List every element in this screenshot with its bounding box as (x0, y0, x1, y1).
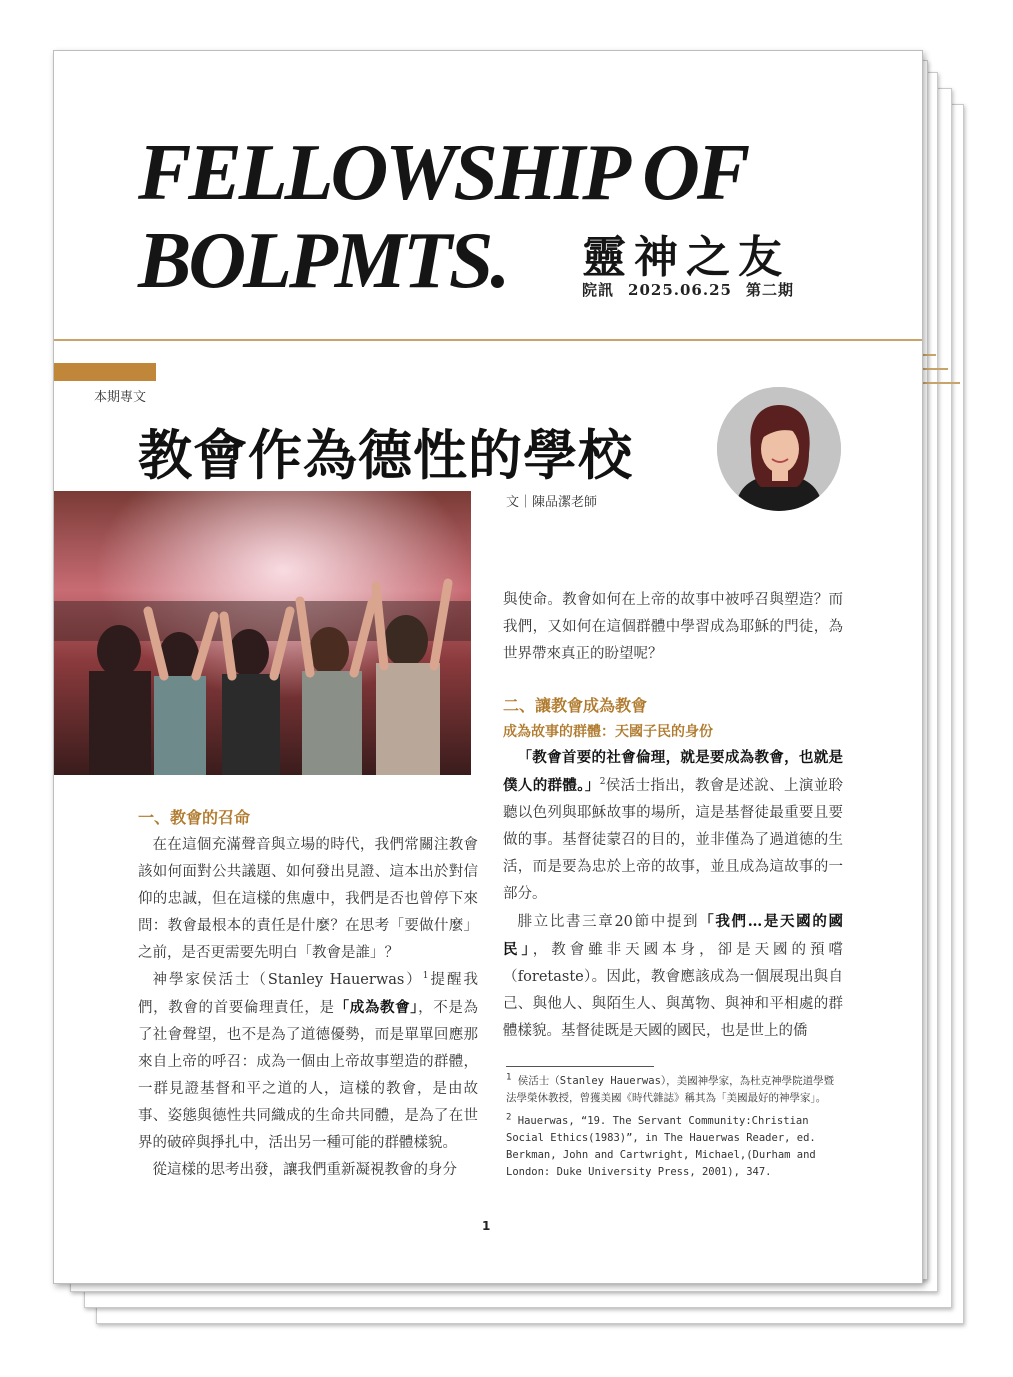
masthead-line-2: BOLPMTS. (138, 217, 508, 305)
section-1-paragraph-1: 在在這個充滿聲音與立場的時代，我們常關注教會該如何面對公共議題、如何發出見證、這本出於對信仰的忠誠，但在這樣的焦慮中，我們是否也曾停下來問：教會最根本的責任是什麼？在思考「要做什麼」之前，是否更需要先明白「教會是誰」？ (138, 837, 478, 961)
footnote-ref-1: 1 (422, 971, 429, 982)
paragraph-text: 腓立比書三章20節中提到 (517, 914, 700, 930)
footnotes (506, 1073, 843, 1187)
section-2-paragraph-2 (503, 908, 843, 1045)
paragraph-text: ，不是為了社會聲望，也不是為了道德優勢，而是單單回應那來自上帝的呼召：成為一個由上帝故事塑造的群體，一群見證基督和平之道的人，這樣的教會，是由故事、姿態與德性共同織成的生命共同體，是為了在世界的破碎與掙扎中，活出另一種可能的群體樣貌。 (138, 1000, 478, 1151)
footnote-text: 侯活士（Stanley Hauerwas），美國神學家，為杜克神學院道學暨法學榮休教授，曾獲美國《時代雜誌》稱其為「美國最好的神學家」。 (506, 1075, 835, 1104)
section-2-subheading: 成為故事的群體：天國子民的身份 (503, 724, 713, 740)
paragraph-text: ，教會雖非天國本身，卻是天國的預嚐（foretaste）。因此，教會應該成為一個展現出與自己、與他人、與陌生人、與萬物、與神和平相處的群體樣貌。基督徒既是天國的國民，也是世上的僑 (503, 942, 844, 1039)
section-1-paragraph-2 (138, 967, 478, 1157)
tag-bar (54, 363, 156, 381)
issue-date: 2025.06.25 (628, 281, 732, 299)
issue-line (582, 279, 808, 300)
footnote-ref-2: 2 (599, 777, 606, 788)
newsletter-page (53, 50, 923, 1284)
issue-number: 第二期 (745, 281, 794, 299)
section-tag: 本期專文 (94, 390, 147, 405)
emphasis-text: 「成為教會」 (334, 999, 419, 1016)
paragraph-text: 神學家侯活士（Stanley Hauerwas） (152, 972, 423, 988)
author-photo (717, 387, 841, 511)
footnote-rule (506, 1066, 654, 1067)
stacked-rule (922, 354, 936, 356)
worship-photo (54, 491, 471, 775)
emphasis-text: 「我們…是天國的國民」 (503, 913, 844, 958)
footnote-number: 1 (506, 1072, 512, 1083)
article-title: 教會作為德性的學校 (138, 424, 633, 487)
quote-text: 「教會首要的社會倫理，就是要成為教會，也就是僕人的群體。」 (503, 749, 843, 794)
issue-type: 院訊 (582, 281, 615, 299)
footnote-text: Hauerwas, “19. The Servant Community:Christian Social Ethics(1983)”, in The Hauerwas Reader, ed. Berkman, John and Cartwright, Michael,(Durham and London: Duke University Press, 2001), 347. (506, 1115, 816, 1178)
section-2-heading: 二、讓教會成為教會 (503, 696, 648, 715)
section-1-heading: 一、教會的召命 (138, 808, 251, 827)
section-1-paragraph-3: 從這樣的思考出發，讓我們重新凝視教會的身分 (152, 1162, 457, 1178)
stacked-rule (922, 368, 948, 370)
paragraph-text: 提醒我們，教會的首要倫理責任，是 (138, 972, 478, 1016)
byline: 文｜陳品潔老師 (506, 495, 598, 510)
page-number: 1 (482, 1219, 491, 1233)
intro-continuation: 與使命。教會如何在上帝的故事中被呼召與塑造？而我們，又如何在這個群體中學習成為耶穌的門徒，為世界帶來真正的盼望呢？ (503, 592, 843, 662)
stacked-rule (922, 382, 960, 384)
chinese-title: 靈神之友 (582, 232, 790, 283)
paragraph-text: 侯活士指出，教會是述說、上演並聆聽以色列與耶穌故事的場所，這是基督徒最重要且要做的事。基督徒蒙召的目的，並非僅為了過道德的生活，而是要為忠於上帝的故事，並且成為這故事的一部分。 (503, 778, 844, 902)
column-left (138, 804, 478, 1184)
footnote-2 (506, 1113, 843, 1181)
column-right (503, 587, 843, 1045)
masthead-line-1: FELLOWSHIP OF (138, 129, 748, 217)
section-2-paragraph-1 (503, 744, 843, 908)
footnote-number: 2 (506, 1112, 512, 1123)
header-rule (54, 339, 922, 341)
footnote-1 (506, 1073, 843, 1107)
